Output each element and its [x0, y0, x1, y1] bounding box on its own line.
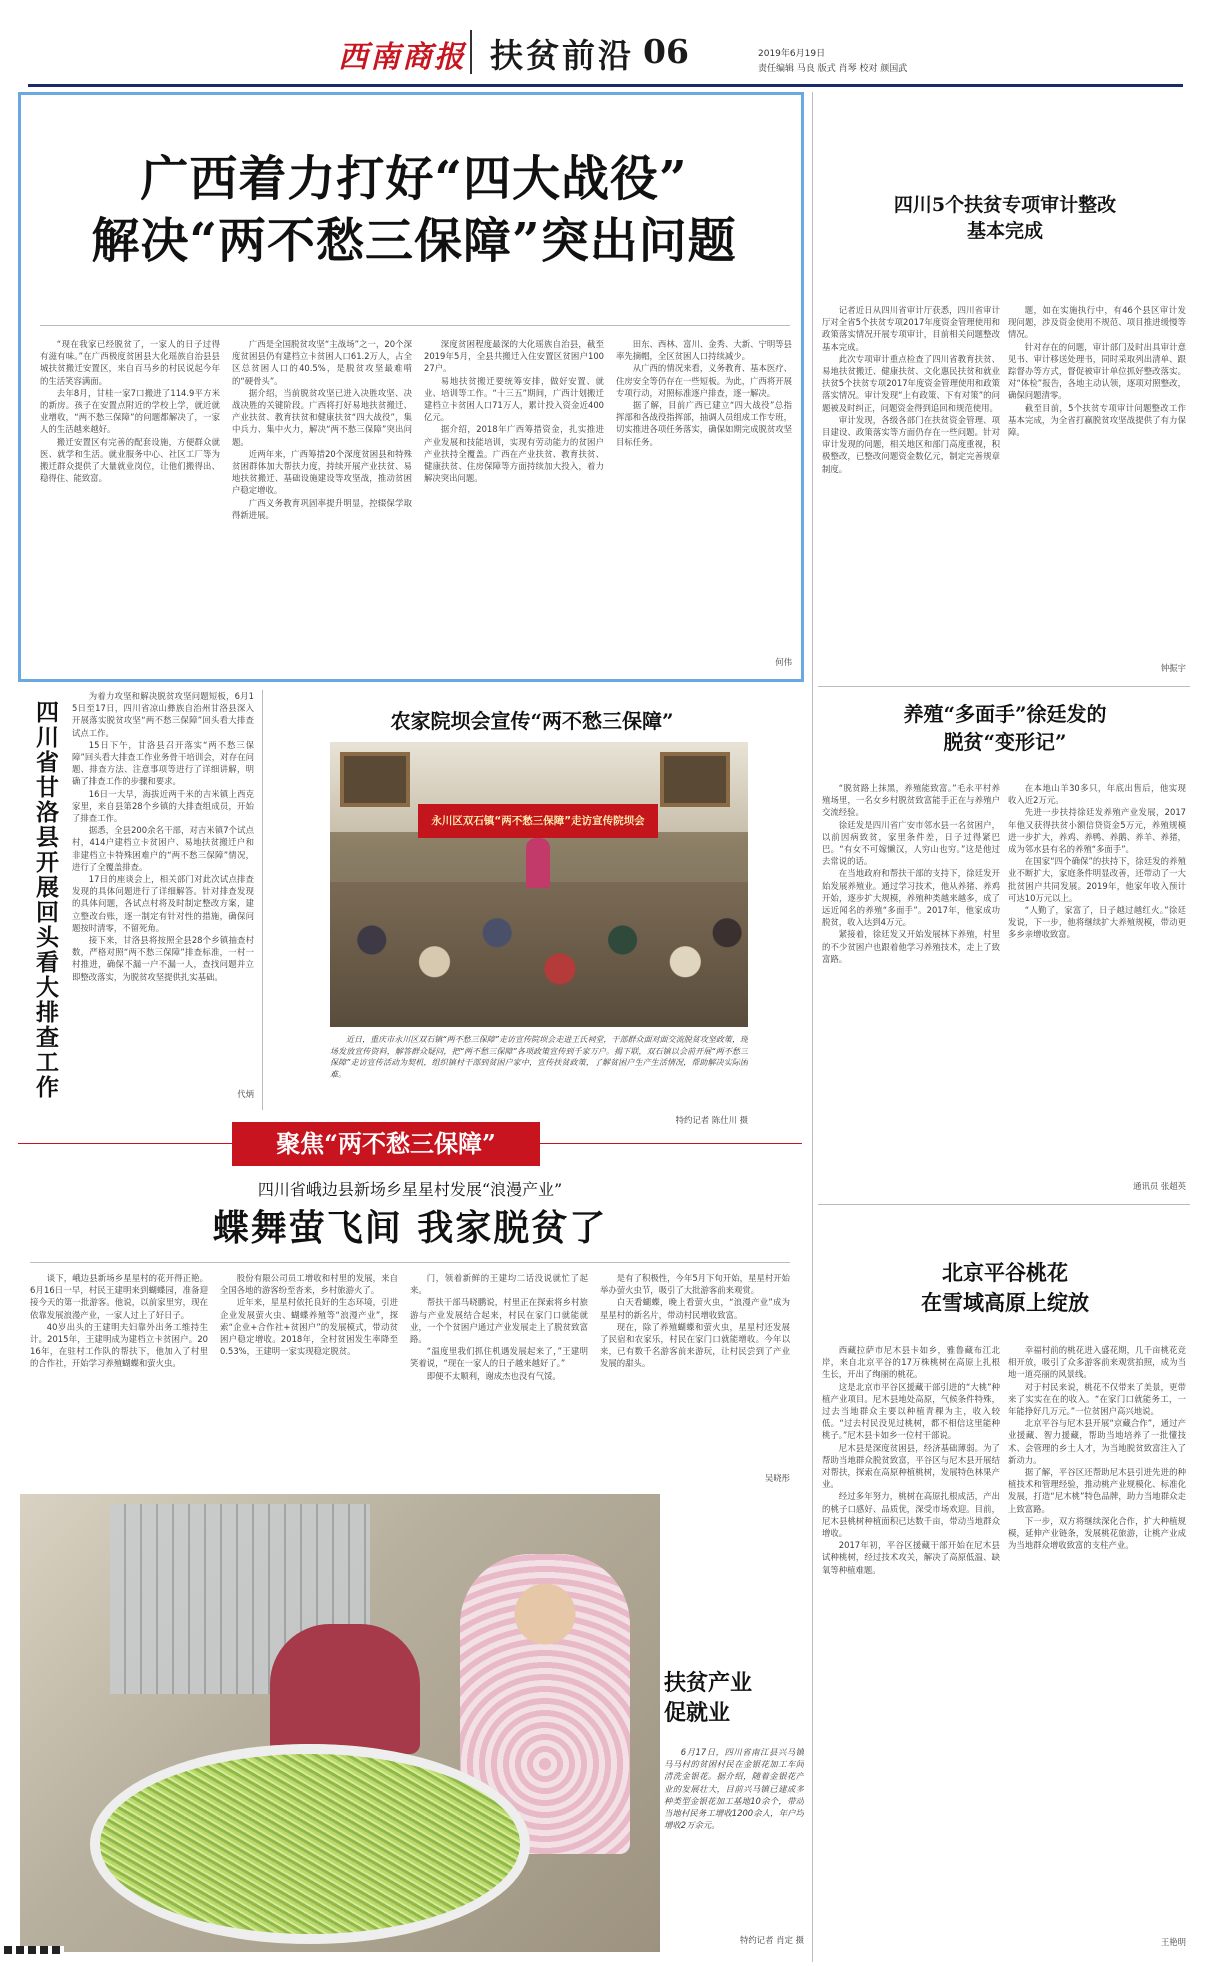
audit-byline: 钟振宇	[1160, 663, 1186, 673]
peach-byline: 王艳明	[1160, 1937, 1186, 1947]
lead-column-3: 深度贫困程度最深的大化瑶族自治县，截至2019年5月，全县共搬迁入住安置区贫困户10027户。 易地扶贫搬迁要统筹安排，做好安置、就业、培训等工作。“十三五”期间，广西计划搬迁建档立卡贫困人口71万人，累计投入资金近400亿元。 据介绍，2018年广西筹措资金，扎实推进产业发展和技能培训，实现有劳动能力的贫困户产业扶持全覆盖。广西在产业扶贫、教育扶贫、健康扶贫、住房保障等方面持续加大投入，着力解决突出问题。	[424, 339, 604, 484]
breeder-column-1: “脱贫路上抹黑，养殖能致富。”毛永平村养殖场里，一名女乡村脱贫致富能手正在与养殖户交流经验。 徐廷发是四川省广安市邻水县一名贫困户，以前因病致贫，家里条件差，日子过得紧巴巴。“有女不可嫁懒汉，人穷山也穷。”这是他过去常说的话。 在当地政府和帮扶干部的支持下，徐廷发开始发展养殖业。通过学习技术，他从养猪、养鸡开始，逐步扩大规模，养殖种类越来越多，成了远近闻名的养殖“多面手”。2017年，他家成功脱贫，收入达到4万元。 紧接着，徐廷发又开始发展林下养殖，村里的不少贫困户也跟着他学习养殖技术，走上了致富路。	[822, 783, 1000, 964]
audit-headline-line1: 四川5个扶贫专项审计整改	[893, 194, 1117, 216]
audit-headline-line2: 基本完成	[966, 220, 1043, 242]
butterfly-divider	[30, 1262, 790, 1263]
masthead	[0, 0, 1210, 80]
lead-column-4: 田东、西林、富川、金秀、大新、宁明等县率先摘帽，全区贫困人口持续减少。 从广西的情况来看，义务教育、基本医疗、住房安全等仍存在一些短板。为此，广西将开展专项行动，对照标准逐户排查，逐一解决。 据了解，目前广西已建立“四大战役”总指挥部和各战役指挥部，抽调人员组成工作专班，切实推进各项任务落实，确保如期完成脱贫攻坚目标任务。	[616, 339, 792, 447]
registration-mark	[4, 1946, 64, 1954]
breeder-headline-line1: 养殖“多面手”徐廷发的	[903, 702, 1107, 726]
peach-headline-line2: 在雪域高原上绽放	[921, 1290, 1089, 1315]
breeder-headline-block	[820, 700, 1190, 756]
peach-column-1: 西藏拉萨市尼木县卡如乡，雅鲁藏布江北岸，来自北京平谷的17万株桃树在高原上扎根生长，开出了绚丽的桃花。 这是北京市平谷区援藏干部引进的“大桃”种植产业项目。尼木县地处高原，气候条件特殊，过去当地群众主要以种植青稞为主，收入较低。“过去村民没见过桃树，都不相信这里能种桃子。”尼木县卡如乡一位村干部说。 尼木县是深度贫困县，经济基础薄弱。为了帮助当地群众脱贫致富，平谷区与尼木县开展结对帮扶，探索在高原种植桃树，发展特色林果产业。 经过多年努力，桃树在高原扎根成活，产出的桃子口感好、品质优，深受市场欢迎。目前，尼木县桃树种植面积已达数千亩，带动当地群众增收。 2017年初，平谷区援藏干部开始在尼木县试种桃树，经过技术攻关，解决了高原低温、缺氧等种植难题。	[822, 1345, 1000, 1575]
audit-headline	[820, 192, 1190, 244]
butterfly-column-4: 是有了积极性，今年5月下旬开始，星星村开始举办萤火虫节，吸引了大批游客前来观赏。 白天看蝴蝶，晚上看萤火虫，“浪漫产业”成为星星村的新名片，带动村民增收致富。 现在，除了养殖蝴蝶和萤火虫，星星村还发展了民宿和农家乐，村民在家门口就能增收。今年以来，已有数千名游客前来游玩，让村民尝到了产业发展的甜头。	[600, 1273, 790, 1369]
butterfly-byline: 吴晓彤	[764, 1473, 790, 1483]
focus-banner: 聚焦“两不愁三保障”	[232, 1122, 540, 1166]
lead-divider	[40, 325, 790, 326]
village-meeting-photo	[330, 742, 748, 1027]
meeting-banner: 永川区双石镇“两不愁三保障”走访宣传院坝会	[418, 804, 658, 838]
lead-column-2: 广西是全国脱贫攻坚“主战场”之一，20个深度贫困县仍有建档立卡贫困人口61.2万人，占全区总贫困人口的40.5%，是脱贫攻坚最难啃的“硬骨头”。 据介绍，当前脱贫攻坚已进入决胜攻坚、决战决胜的关键阶段。广西将打好易地扶贫搬迁、产业扶贫、教育扶贫和健康扶贫“四大战役”，集中兵力、集中火力，解决“两不愁三保障”突出问题。 近两年来，广西筹措20个深度贫困县和特殊贫困群体加大帮扶力度，持续开展产业扶贫、易地扶贫搬迁、基础设施建设等攻坚战，推动贫困户稳定增收。 广西义务教育巩固率提升明显，控辍保学取得新进展。	[232, 339, 412, 520]
page-number: 06	[643, 32, 689, 71]
industry-byline: 特约记者 肖定 摄	[740, 1935, 804, 1945]
lead-headline	[30, 148, 798, 272]
photo-window-left	[340, 752, 410, 807]
breeder-headline-line2: 脱贫“变形记”	[943, 730, 1067, 754]
industry-headline-line2: 促就业	[664, 1700, 731, 1726]
ganluo-byline: 代炳	[237, 1089, 254, 1099]
lead-byline: 何伟	[775, 657, 792, 667]
newspaper-logo: 西南商报	[338, 40, 466, 75]
butterfly-headline: 蝶舞萤飞间 我家脱贫了	[212, 1207, 608, 1249]
right-column-divider	[812, 92, 813, 1962]
butterfly-column-1: 谈下，峨边县新场乡星星村的花开得正艳。6月16日一早，村民王建明来到蝴蝶园，准备迎接今天的第一批游客。他说，以前家里穷，现在依靠发展浪漫产业，一家人过上了好日子。 40岁出头的王建明夫妇靠外出务工维持生计。2015年，王建明成为建档立卡贫困户。2016年，在驻村工作队的帮扶下，他加入了村里的合作社，开始学习养殖蝴蝶和萤火虫。	[30, 1273, 208, 1369]
masthead-divider	[470, 30, 472, 74]
audit-column-2: 题，如在实施执行中，有46个县区审计发现问题，涉及资金使用不规范、项目推进缓慢等情况。 针对存在的问题，审计部门及时出具审计意见书、审计移送处理书，同时采取列出清单、跟踪督办等方式，督促被审计单位抓好整改落实。对“体检”报告，各地主动认领，逐项对照整改，确保问题清零。 截至目前，5个扶贫专项审计问题整改工作基本完成，为全省打赢脱贫攻坚战提供了有力保障。	[1008, 305, 1186, 438]
lead-column-1: “现在我家已经脱贫了，一家人的日子过得有滋有味。”在广西极度贫困县大化瑶族自治县县城扶贫搬迁安置区，来自百马乡的村民说起今年的生活笑容满面。 去年8月，甘桂一家7口搬进了114.9平方米的新房。孩子在安置点附近的学校上学，就近就业增收，“两不愁三保障”的问题都解决了，一家人的生活越来越好。 搬迁安置区有完善的配套设施，方便群众就医、就学和生活。就业服务中心、社区工厂等为搬迁群众提供了大量就业岗位，让他们搬得出、稳得住、能致富。	[40, 339, 220, 484]
breeder-byline: 通讯员 张超英	[1133, 1181, 1186, 1191]
peach-headline-line1: 北京平谷桃花	[942, 1260, 1068, 1285]
industry-caption: 6月17日，四川省南江县兴马镇马马村的贫困村民在金银花加工车间清洗金银花。据介绍，随着金银花产业的发展壮大，目前兴马镇已建成多种类型金银花加工基地10余个，带动当地村民务工增收1200余人，年户均增收2万余元。	[664, 1747, 804, 1831]
ganluo-article: 为着力攻坚和解决脱贫攻坚问题短板，6月15日至17日，四川省凉山彝族自治州甘洛县深入开展落实脱贫攻坚“两不愁三保障”回头看大排查试点工作。 15日下午，甘洛县召开落实“两不愁三保障”回头看大排查工作业务骨干培训会，对存在问题、排查方法、注意事项等进行了详细讲解，明确了排查工作的步骤和要求。 16日一大早，海拔近两千米的吉米镇上西克家里，来自县第28个乡镇的大排查组成员，开始了排查工作。 据悉，全县200余名干部，对吉米镇7个试点村，414户建档立卡贫困户、易地扶贫搬迁户和非建档立卡特殊困难户的“两不愁三保障”情况，进行了全覆盖排查。 17日的座谈会上，相关部门对此次试点排查发现的具体问题进行了详细解答。针对排查发现的具体问题，各试点村将及时制定整改方案，建立整改台账，逐一制定有针对性的措施，确保问题按时清零，不留死角。 接下来，甘洛县将按照全县28个乡镇抽查村数，严格对照“两不愁三保障”排查标准，一村一村推进，确保不漏一户不漏一人，查找问题并立即整改落实，为脱贫攻坚提供扎实基础。	[72, 691, 254, 982]
issue-date: 2019年6月19日	[758, 49, 826, 59]
butterfly-column-3: 门，领着新鲜的王建均二话没说就忙了起来。 帮扶干部马晓鹏说，村里正在探索将乡村旅游与产业发展结合起来，村民在家门口就能就业，一个个贫困户通过产业发展走上了脱贫致富路。 “温度里我们抓住机遇发展起来了，”王建明笑着说，“现在一家人的日子越来越好了。” 即便不太顺利，谢成杰也没有气馁。	[410, 1273, 588, 1381]
peach-column-2: 幸福村前的桃花进入盛花期，几千亩桃花竞相开放，吸引了众多游客前来观赏拍照，成为当地一道亮丽的风景线。 对于村民来说，桃花不仅带来了美景，更带来了实实在在的收入。“在家门口就能务工，一年能挣好几万元。”一位贫困户高兴地说。 北京平谷与尼木县开展“京藏合作”，通过产业援藏、智力援藏，帮助当地培养了一批懂技术、会管理的乡土人才，为当地脱贫致富注入了新动力。 据了解，平谷区还帮助尼木县引进先进的种植技术和管理经验，推动桃产业规模化、标准化发展，打造“尼木桃”特色品牌，助力当地群众走上致富路。 下一步，双方将继续深化合作，扩大种植规模，延伸产业链条，发展桃花旅游，让桃产业成为当地群众增收致富的支柱产业。	[1008, 1345, 1186, 1551]
focus-rule-right	[540, 1143, 802, 1144]
ganluo-vertical-title: 四川省甘洛县开展回头看大排查工作	[32, 700, 59, 1100]
peach-headline	[820, 1258, 1190, 1318]
ganluo-divider	[262, 690, 263, 1110]
village-meeting-headline: 农家院坝会宣传“两不愁三保障”	[390, 709, 674, 733]
industry-headline	[664, 1668, 804, 1728]
editor-credits: 责任编辑 马良 版式 肖琴 校对 颜国武	[758, 64, 908, 74]
breeder-column-2: 在本地山羊30多只，年底出售后，他实现收入近2万元。 先进一步扶持徐廷发养殖产业发展，2017年他又获得扶贫小额信贷资金5万元，养殖规模进一步扩大，养鸡、养鸭、养鹅、养羊、养猪，成为邻水县有名的养殖“多面手”。 在国家“四个确保”的扶持下，徐廷发的养殖业不断扩大，家庭条件明显改善，还带动了一大批贫困户共同发展。2019年，他家年收入预计可达10万元以上。 “人勤了，家富了，日子越过越红火。”徐廷发说，下一步，他将继续扩大养殖规模，带动更多乡亲增收致富。	[1008, 783, 1186, 940]
photo-crowd	[330, 882, 748, 1027]
focus-rule	[18, 1143, 232, 1144]
village-meeting-byline: 特约记者 陈仕川 摄	[675, 1115, 748, 1125]
audit-column-1: 记者近日从四川省审计厅获悉，四川省审计厅对全省5个扶贫专项2017年度资金管理使用和政策落实情况开展专项审计，目前相关问题整改基本完成。 此次专项审计重点检查了四川省教育扶贫、易地扶贫搬迁、健康扶贫、文化惠民扶贫和就业扶贫5个扶贫专项2017年度资金管理使用和政策落实情况。审计发现“上有政策、下有对策”的问题被及时纠正，问题资金得到追回和规范使用。 审计发现，各级各部门在扶贫资金管理、项目建设、政策落实等方面仍存在一些问题。针对审计发现的问题，相关地区和部门高度重视，积极整改，已整改问题资金数亿元，制定完善规章制度。	[822, 305, 1000, 474]
photo-window-right	[660, 752, 730, 807]
photo-speaker	[526, 838, 550, 888]
lead-headline-line1: 广西着力打好“四大战役”	[140, 151, 688, 207]
butterfly-kicker: 四川省峨边县新场乡星星村发展“浪漫产业”	[257, 1180, 563, 1199]
photo-worker-left	[270, 1624, 420, 1754]
industry-headline-line1: 扶贫产业	[664, 1670, 753, 1696]
butterfly-column-2: 股份有限公司员工增收和村里的发展，来自全国各地的游客纷至沓来，乡村旅游火了。 近年来，星星村依托良好的生态环境，引进企业发展萤火虫、蝴蝶养殖等“浪漫产业”，探索“企业+合作社+贫困户”的发展模式，带动贫困户稳定增收。2018年，全村贫困发生率降至0.53%，王建明一家实现稳定脱贫。	[220, 1273, 398, 1357]
lead-headline-line2: 解决“两不愁三保障”突出问题	[91, 213, 737, 269]
audit-bottom-rule	[818, 686, 1190, 687]
village-meeting-caption: 近日，重庆市永川区双石镇“两不愁三保障”走访宣传院坝会走进王氏祠堂，干部群众面对面交流脱贫攻坚政策，现场发放宣传资料，解答群众疑问，把“两不愁三保障”各项政策宣传到千家万户。揭下联，双石镇以会前开展“两不愁三保障”走访宣传活动为契机，组织镇村干部到贫困户家中，宣传扶贫政策，了解贫困户生产生活情况，帮助解决实际困难。	[330, 1035, 748, 1079]
section-title: 扶贫前沿	[490, 36, 634, 75]
masthead-rule	[28, 84, 1183, 87]
photo-honeysuckle-basket	[90, 1744, 530, 1944]
honeysuckle-photo	[20, 1494, 660, 1952]
breeder-bottom-rule	[818, 1204, 1190, 1205]
